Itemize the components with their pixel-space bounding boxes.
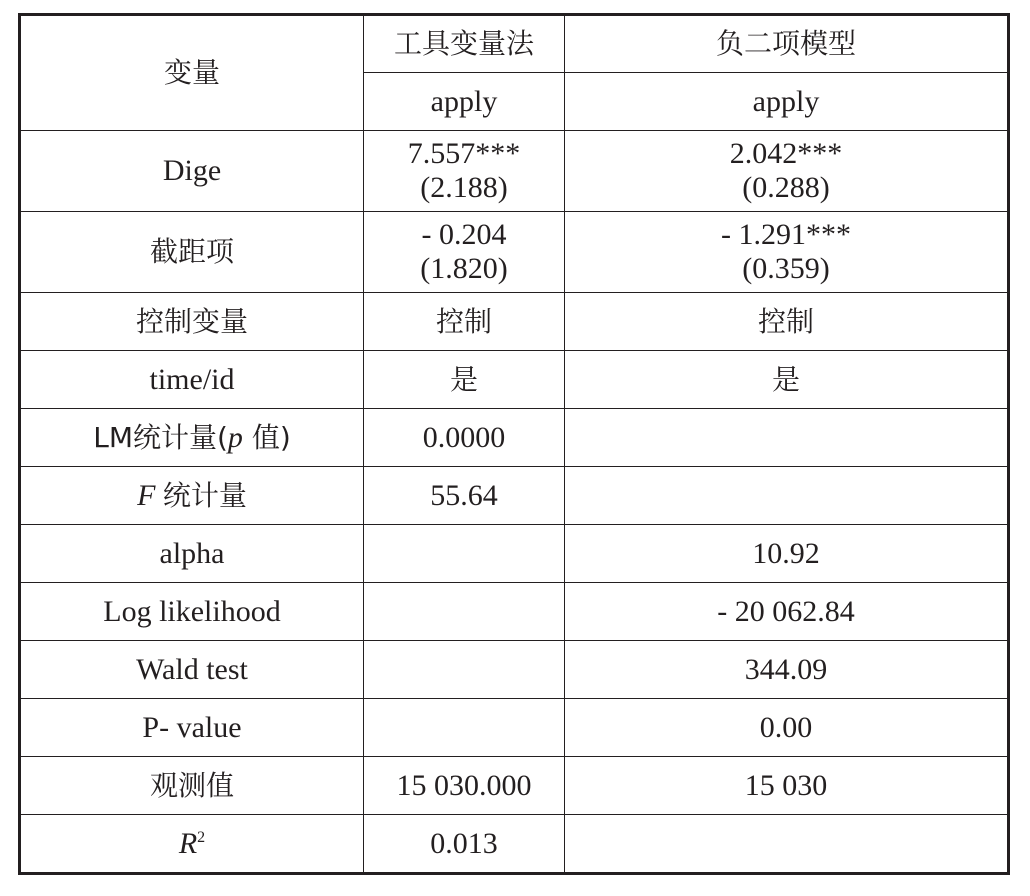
lm-label-p: p	[227, 420, 243, 454]
table-row-wald	[20, 641, 1009, 699]
cell-loglik-iv	[364, 583, 565, 641]
cell-r2-iv: 0.013	[364, 815, 565, 874]
cell-intercept-iv	[364, 212, 565, 293]
table-row-timeid	[20, 351, 1009, 409]
row-label-lm	[20, 409, 364, 467]
row-label-pvalue: P- value	[20, 699, 364, 757]
table-row-pvalue	[20, 699, 1009, 757]
cell-fstat-negbin	[565, 467, 1009, 525]
row-label-intercept: 截距项	[20, 212, 364, 293]
cell-wald-iv	[364, 641, 565, 699]
negbin-dependent-var: apply	[565, 73, 1009, 131]
table-row-controls	[20, 293, 1009, 351]
f-label-letter: F	[137, 478, 156, 512]
cell-obs-iv: 15 030.000	[364, 757, 565, 815]
row-label-wald: Wald test	[20, 641, 364, 699]
std-error: (2.188)	[420, 171, 508, 204]
r2-label-letter: R	[178, 826, 198, 860]
cell-dige-iv	[364, 131, 565, 212]
regression-results-table	[18, 13, 1010, 875]
r2-label-superscript: 2	[197, 828, 206, 846]
cell-obs-negbin: 15 030	[565, 757, 1009, 815]
cell-dige-negbin	[565, 131, 1009, 212]
iv-dependent-var: apply	[364, 73, 565, 131]
row-label-controls: 控制变量	[20, 293, 364, 351]
cell-lm-negbin	[565, 409, 1009, 467]
cell-pvalue-iv	[364, 699, 565, 757]
coef-value: - 1.291***	[721, 218, 851, 251]
cell-wald-negbin: 344.09	[565, 641, 1009, 699]
variable-header: 变量	[20, 15, 364, 131]
iv-method-header: 工具变量法	[364, 15, 565, 73]
row-label-obs: 观测值	[20, 757, 364, 815]
row-label-alpha: alpha	[20, 525, 364, 583]
table-row-lm	[20, 409, 1009, 467]
table-row-fstat	[20, 467, 1009, 525]
cell-alpha-negbin: 10.92	[565, 525, 1009, 583]
row-label-fstat	[20, 467, 364, 525]
row-label-timeid: time/id	[20, 351, 364, 409]
lm-label-end: 值)	[242, 420, 291, 454]
cell-intercept-negbin	[565, 212, 1009, 293]
std-error: (0.359)	[742, 252, 830, 285]
row-label-dige: Dige	[20, 131, 364, 212]
table-row-loglik	[20, 583, 1009, 641]
regression-table-container	[18, 13, 1010, 875]
cell-alpha-iv	[364, 525, 565, 583]
coef-value: 2.042***	[729, 137, 843, 170]
cell-loglik-negbin: - 20 062.84	[565, 583, 1009, 641]
table-row-dige	[20, 131, 1009, 212]
table-row-obs	[20, 757, 1009, 815]
table-row-intercept	[20, 212, 1009, 293]
coef-value: 7.557***	[407, 137, 521, 170]
std-error: (1.820)	[420, 252, 508, 285]
table-row-alpha	[20, 525, 1009, 583]
f-label-rest: 统计量	[162, 478, 247, 512]
cell-controls-negbin: 控制	[565, 293, 1009, 351]
cell-r2-negbin	[565, 815, 1009, 874]
row-label-r2	[20, 815, 364, 874]
coef-value: - 0.204	[421, 218, 507, 251]
cell-controls-iv: 控制	[364, 293, 565, 351]
cell-timeid-negbin: 是	[565, 351, 1009, 409]
header-row-1	[20, 15, 1009, 73]
table-row-r2	[20, 815, 1009, 874]
cell-fstat-iv: 55.64	[364, 467, 565, 525]
std-error: (0.288)	[742, 171, 830, 204]
row-label-loglik: Log likelihood	[20, 583, 364, 641]
cell-lm-iv: 0.0000	[364, 409, 565, 467]
cell-pvalue-negbin: 0.00	[565, 699, 1009, 757]
lm-label-start: LM统计量(	[93, 420, 228, 454]
cell-timeid-iv: 是	[364, 351, 565, 409]
negbin-model-header: 负二项模型	[565, 15, 1009, 73]
